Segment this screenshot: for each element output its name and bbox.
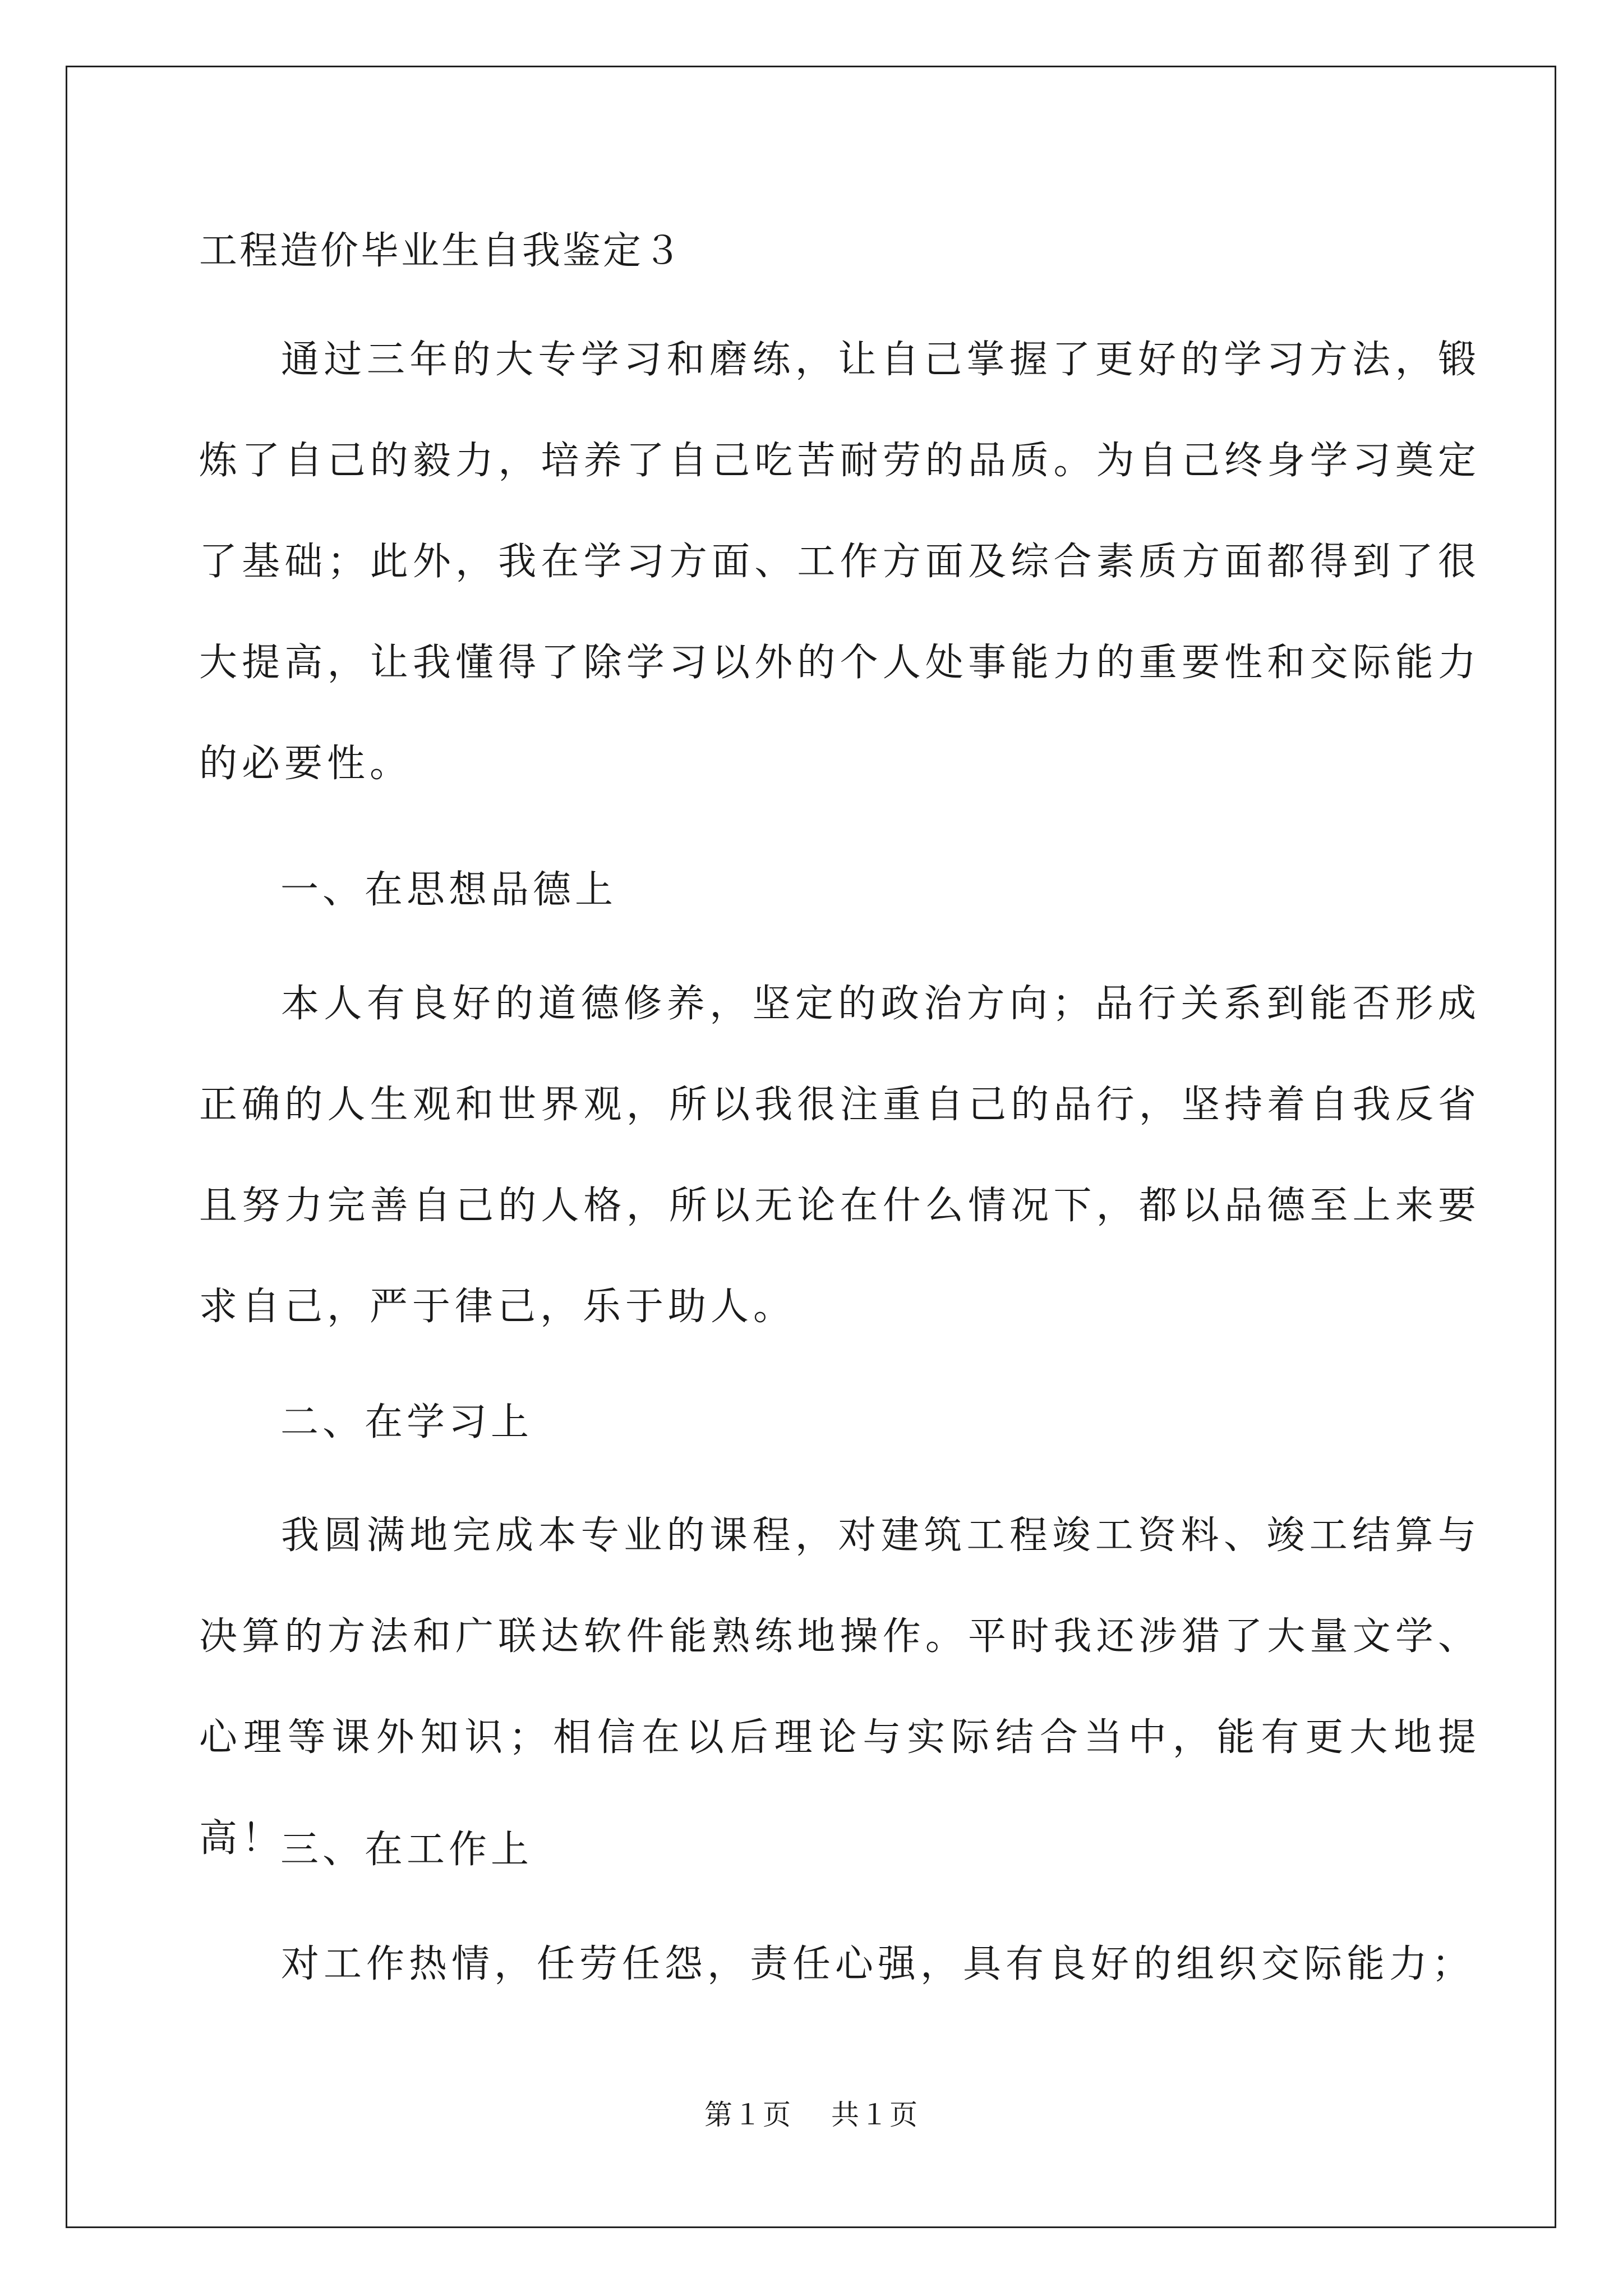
paragraph-morality: 本人有良好的道德修养，坚定的政治方向；品行关系到能否形成正确的人生观和世界观，所以我很注重自己的品行，坚持着自我反省且努力完善自己的人格，所以无论在什么情况下，都以品德至上来要求自己，严于律己，乐于助人。 — [199, 982, 1481, 1329]
page-number-footer: 第１页 共１页 — [704, 2099, 919, 2131]
section-heading-study: 二、在学习上 — [280, 1400, 533, 1444]
paragraph-intro: 通过三年的大专学习和磨练，让自己掌握了更好的学习方法，锻炼了自己的毅力，培养了自己吃苦耐劳的品质。为自己终身学习奠定了基础；此外，我在学习方面、工作方面及综合素质方面都得到了很大提高，让我懂得了除学习以外的个人处事能力的重要性和交际能力的必要性。 — [199, 338, 1481, 786]
section-heading-work: 三、在工作上 — [280, 1828, 533, 1872]
document-title: 工程造价毕业生自我鉴定３ — [199, 229, 684, 273]
paragraph-study: 我圆满地完成本专业的课程，对建筑工程竣工资料、竣工结算与决算的方法和广联达软件能熟练地操作。平时我还涉猎了大量文学、心理等课外知识；相信在以后理论与实际结合当中，能有更大地提高！ — [199, 1513, 1481, 1861]
paragraph-work: 对工作热情，任劳任怨，责任心强，具有良好的组织交际能力； — [281, 1942, 1475, 1986]
section-heading-morality: 一、在思想品德上 — [280, 868, 617, 912]
